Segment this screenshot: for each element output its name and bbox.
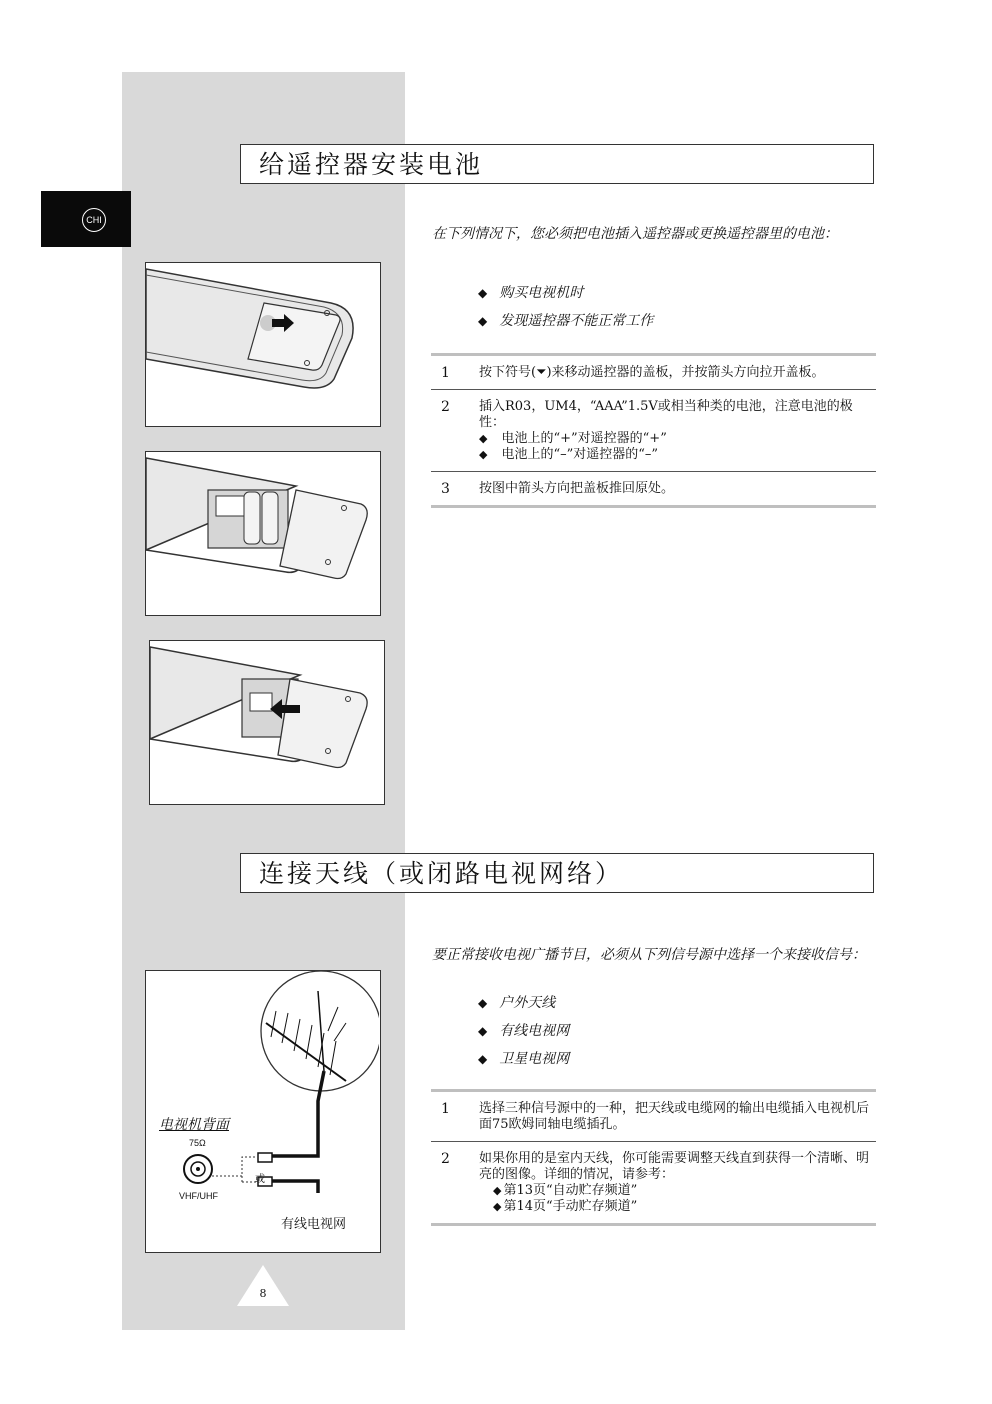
figure-remote-cover-return — [149, 640, 385, 805]
remote-illustration-2 — [146, 452, 379, 614]
page-number: 8 — [259, 1287, 267, 1300]
diamond-icon: ◆ — [478, 1052, 488, 1066]
figure-remote-batteries — [145, 451, 381, 616]
port-label: VHF/UHF — [179, 1191, 218, 1201]
step-item: 1 按下符号(⏷)来移动遥控器的盖板，并按箭头方向拉开盖板。 — [441, 365, 825, 381]
section-title-antenna: 连接天线（或闭路电视网络） — [240, 853, 874, 893]
step-item: 3 按图中箭头方向把盖板推回原处。 — [431, 471, 876, 505]
bullet-list-antenna — [478, 993, 569, 1077]
antenna-illustration — [146, 971, 379, 1251]
diamond-icon: ◆ — [478, 996, 488, 1010]
diamond-icon: ◆ — [478, 314, 488, 328]
section-title-batteries: 给遥控器安装电池 — [240, 144, 874, 184]
remote-cover-symbol-icon: ⏷ — [536, 365, 547, 380]
list-item: ◆ 有线电视网 — [478, 1023, 570, 1039]
steps-batteries — [431, 353, 876, 508]
tv-back-label: 电视机背面 — [159, 1117, 229, 1133]
remote-illustration-3 — [150, 641, 383, 803]
sub-item: ◆ 第13页“自动贮存频道” — [493, 1183, 638, 1198]
remote-illustration-1 — [146, 263, 379, 425]
sub-item: ◆ 第14页“手动贮存频道” — [493, 1199, 638, 1214]
steps-antenna — [431, 1089, 876, 1226]
list-item: ◆ 卫星电视网 — [478, 1051, 570, 1067]
cable-label: 有线电视网 — [281, 1217, 347, 1232]
diamond-icon: ◆ — [478, 1024, 488, 1038]
step-item: 1 选择三种信号源中的一种，把天线或电缆网的输出电缆插入电视机后面75欧姆同轴电缆插孔。 — [441, 1101, 870, 1132]
list-item: ◆ 户外天线 — [478, 995, 556, 1011]
list-item: ◆ 购买电视机时 — [478, 285, 584, 301]
diamond-icon: ◆ — [493, 1200, 502, 1213]
list-item: ◆ 发现遥控器不能正常工作 — [478, 313, 654, 329]
intro-antenna: 要正常接收电视广播节目，必须从下列信号源中选择一个来接收信号： — [432, 947, 866, 963]
intro-batteries: 在下列情况下，您必须把电池插入遥控器或更换遥控器里的电池： — [432, 226, 838, 242]
diamond-icon: ◆ — [479, 448, 488, 461]
figure-antenna-connection — [145, 970, 381, 1253]
or-label: 或 — [255, 1174, 265, 1185]
sub-item: ◆ 电池上的“–”对遥控器的“–” — [479, 447, 659, 462]
diamond-icon: ◆ — [479, 432, 488, 445]
diamond-icon: ◆ — [478, 286, 488, 300]
sub-item: ◆ 电池上的“+”对遥控器的“+” — [479, 431, 667, 446]
bullet-list-batteries — [478, 283, 653, 339]
diamond-icon: ◆ — [493, 1184, 502, 1197]
figure-remote-cover-closed — [145, 262, 381, 427]
language-badge: CHI — [82, 208, 106, 232]
impedance-label: 75Ω — [189, 1138, 206, 1148]
step-item: 2 如果你用的是室内天线，你可能需要调整天线直到获得一个清晰、明亮的图像。详细的情况，请参考： ◆ 第13页“自动贮存频道” ◆ 第14页“手动贮存频道” — [431, 1141, 876, 1223]
step-item: 2 插入R03，UM4，“AAA”1.5V或相当种类的电池，注意电池的极性： ◆ 电池上的“+”对遥控器的“+” ◆ 电池上的“–”对遥控器的“–” — [431, 389, 876, 471]
